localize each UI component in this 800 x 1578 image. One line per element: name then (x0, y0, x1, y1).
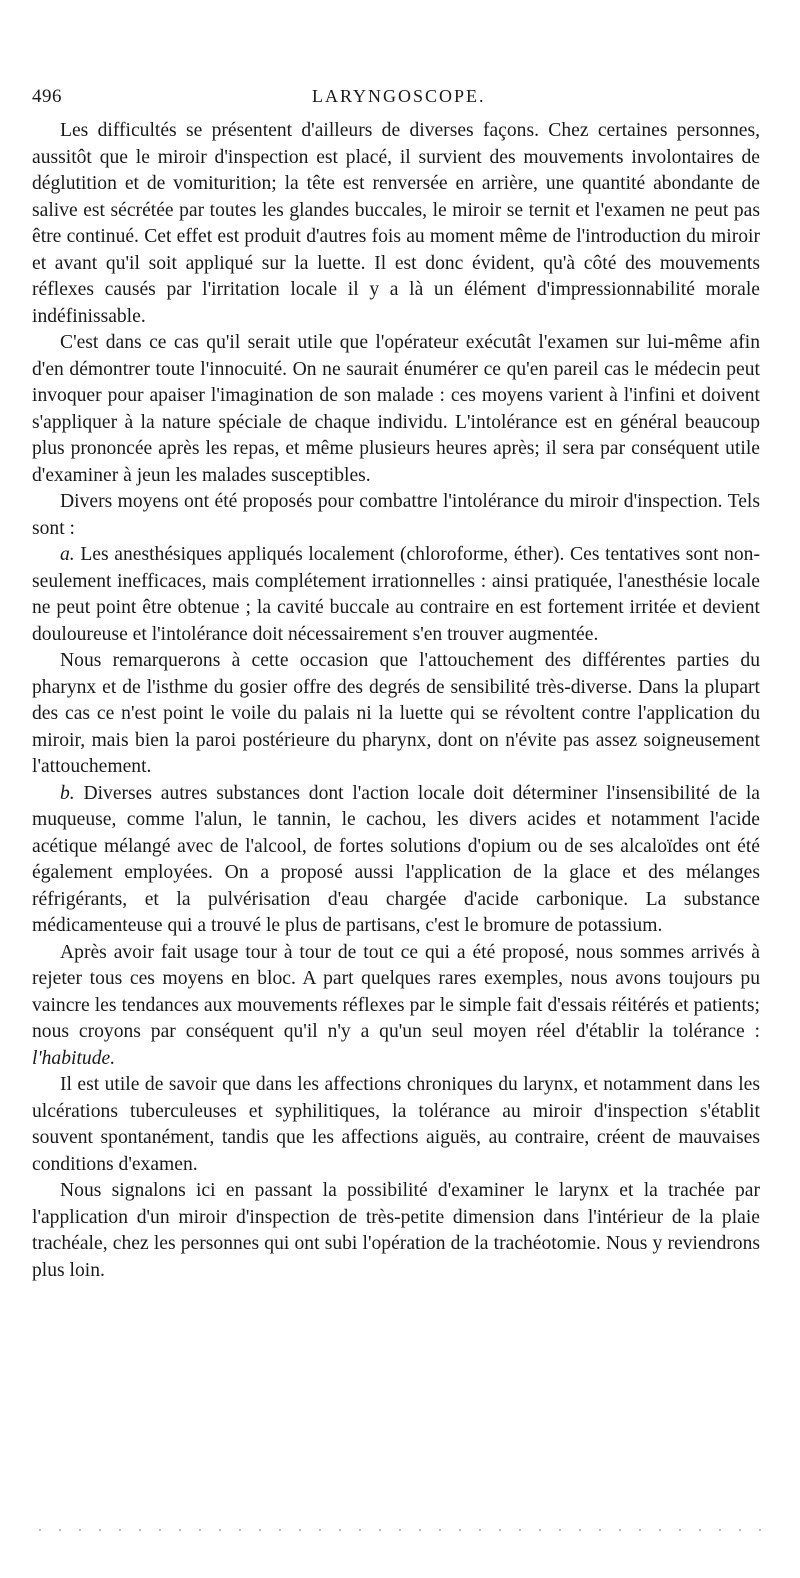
list-letter-b: b. (60, 782, 75, 804)
paragraph-tracheotomy (32, 1178, 760, 1284)
paragraph-item-a (32, 542, 760, 648)
paragraph-chronic-affections (32, 1072, 760, 1178)
page-number: 496 (32, 86, 62, 107)
paragraph-text: Il est utile de savoir que dans les affections chroniques du larynx, et notamment dans les ulcérations tuberculeuses et syphilitiques, la tolérance au miroir d'inspection s'établit souvent spontanément, tandis que les affections aiguës, au contraire, créent de mauvaises conditions d'examen. (32, 1074, 760, 1175)
paragraph-text: Les anesthésiques appliqués localement (chloroforme, éther). Ces tentatives sont non-seulement inefficaces, mais complétement irrationnelles : ainsi pratiquée, l'anesthésie locale ne peut point être obtenue ; la cavité buccale au contraire en est fortement irritée et devient douloureuse et l'intolérance doit nécessairement s'en trouver augmentée. (32, 544, 760, 645)
footer-dotted-rule (30, 1528, 765, 1532)
body-text (32, 118, 760, 1284)
paragraph-habit (32, 940, 760, 1073)
paragraph-text: Divers moyens ont été proposés pour combattre l'intolérance du miroir d'inspection. Tels sont : (32, 491, 760, 539)
paragraph-difficulties (32, 118, 760, 330)
paragraph-pharynx-sensitivity (32, 648, 760, 781)
paragraph-text: Nous signalons ici en passant la possibilité d'examiner le larynx et la trachée par l'application d'un miroir d'inspection de très-petite dimension dans l'intérieur de la plaie trachéale, chez les personnes qui ont subi l'opération de la trachéotomie. Nous y reviendrons plus loin. (32, 1180, 760, 1281)
emphasis-habitude: l'habitude. (32, 1047, 116, 1069)
paragraph-text: Après avoir fait usage tour à tour de tout ce qui a été proposé, nous sommes arrivés à rejeter tous ces moyens en bloc. A part quelques rares exemples, nous avons toujours pu vaincre les tendances aux mouvements réflexes par le simple fait d'essais réitérés et patients; nous croyons par conséquent qu'il n'y a qu'un seul moyen réel d'établir la tolérance : (32, 941, 760, 1042)
paragraph-text: Diverses autres substances dont l'action locale doit déterminer l'insensibilité de la muqueuse, comme l'alun, le tannin, le cachou, les divers acides et notamment l'acide acétique mélangé avec de l'alcool, de fortes solutions d'opium ou de ses alcaloïdes ont été également employées. On a proposé aussi l'application de la glace et des mélanges réfrigérants, et la pulvérisation d'eau chargée d'acide carbonique. La substance médicamenteuse qui a trouvé le plus de partisans, c'est le bromure de potassium. (32, 782, 760, 936)
paragraph-text: C'est dans ce cas qu'il serait utile que l'opérateur exécutât l'examen sur lui-même afin d'en démontrer toute l'innocuité. On ne saurait énumérer ce qu'en pareil cas le médecin peut invoquer pour apaiser l'imagination de son malade : ces moyens varient à l'infini et doivent s'appliquer à la nature spéciale de chaque individu. L'intolérance est en général beaucoup plus prononcée après les repas, et même plusieurs heures après; il sera par conséquent utile d'examiner à jeun les malades susceptibles. (32, 332, 760, 486)
paragraph-text: Nous remarquerons à cette occasion que l'attouchement des différentes parties du pharynx et de l'isthme du gosier offre des degrés de sensibilité très-diverse. Dans la plupart des cas ce n'est point le voile du palais ni la luette qui se révoltent contre l'application du miroir, mais bien la paroi postérieure du pharynx, dont on n'évite pas assez soigneusement l'attouchement. (32, 650, 760, 777)
paragraph-operator-example (32, 330, 760, 489)
list-letter-a: a. (60, 544, 75, 565)
running-title: LARYNGOSCOPE. (312, 86, 486, 106)
paragraph-text: Les difficultés se présentent d'ailleurs de diverses façons. Chez certaines personnes, aussitôt que le miroir d'inspection est placé, il survient des mouvements involontaires de déglutition et de vomiturition; la tête est renversée en arrière, une quantité abondante de salive est sécrétée par toutes les glandes buccales, le miroir se ternit et l'examen ne peut pas être continué. Cet effet est produit d'autres fois au moment même de l'introduction du miroir et avant qu'il soit appliqué sur la luette. Il est donc évident, qu'à côté des mouvements réflexes causés par l'irritation locale il y a là un élément d'impressionnabilité morale indéfinissable. (32, 120, 760, 327)
page-header (32, 86, 760, 114)
paragraph-item-b (32, 781, 760, 940)
paragraph-means-intro (32, 489, 760, 542)
